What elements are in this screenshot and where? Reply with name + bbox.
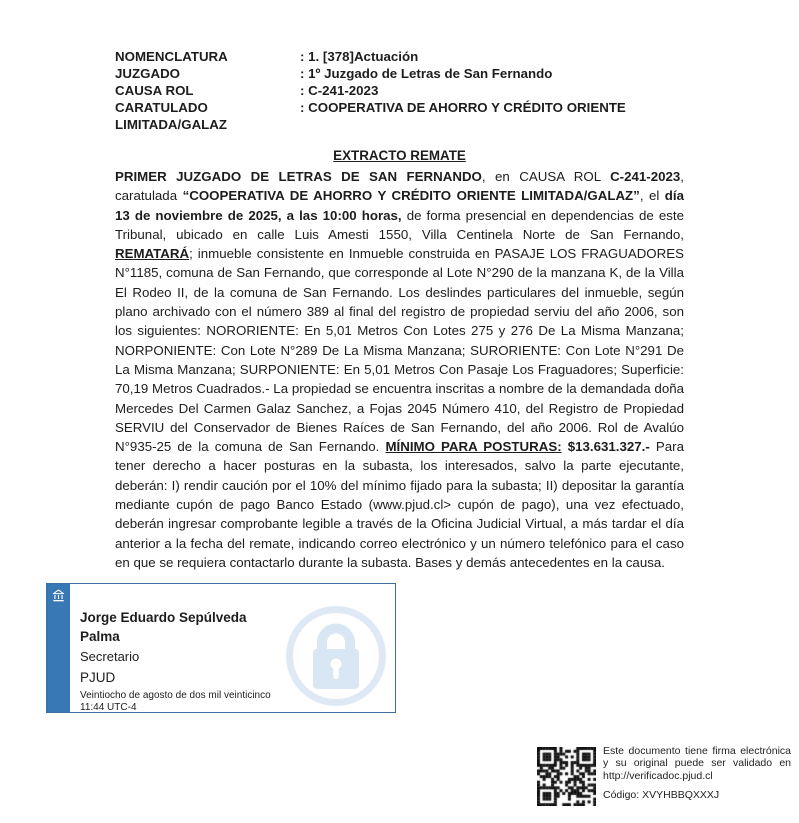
header-row-causa-rol: [115, 82, 693, 99]
verification-text: [603, 745, 791, 802]
signature-sidebar: [47, 584, 70, 712]
header-row-nomenclatura: [115, 48, 693, 65]
header-value: : 1º Juzgado de Letras de San Fernando: [300, 66, 553, 81]
header-value: : COOPERATIVA DE AHORRO Y CRÉDITO ORIENTE: [300, 100, 626, 115]
verification-line: Este documento tiene firma electrónica: [603, 745, 791, 757]
qr-code: [537, 747, 596, 806]
header-label: CAUSA ROL: [115, 83, 194, 98]
signer-organization: PJUD: [80, 670, 116, 685]
signature-date: Veintiocho de agosto de dos mil veinticinco: [80, 690, 271, 701]
verification-code: Código: XVYHBBQXXXJ: [603, 789, 720, 802]
header-value: : 1. [378]Actuación: [300, 49, 419, 64]
electronic-signature-box: [46, 583, 396, 713]
verification-line: y su original puede ser validado en: [603, 757, 791, 770]
header-label: NOMENCLATURA: [115, 49, 228, 64]
header-label: CARATULADO: [115, 100, 208, 115]
signer-name: Jorge Eduardo Sepúlveda Palma: [80, 610, 247, 644]
bank-building-icon: [51, 588, 66, 608]
signer-role: Secretario: [80, 649, 140, 664]
lock-watermark-icon: [284, 604, 388, 713]
header-label: JUZGADO: [115, 66, 181, 81]
header-row-caratulado-wrap: [115, 116, 693, 133]
case-header: [115, 48, 693, 133]
header-label: LIMITADA/GALAZ: [115, 117, 228, 132]
document-title: EXTRACTO REMATE: [333, 148, 466, 163]
signer-details: [80, 608, 280, 713]
header-value: [300, 116, 693, 133]
header-row-caratulado: [115, 99, 693, 116]
auction-extract-paragraph: PRIMER JUZGADO DE LETRAS DE SAN FERNANDO, en CAUSA ROL C-241-2023, caratulada “COOPERATIVA DE AHORRO Y CRÉDITO ORIENTE LIMITADA/GALAZ”, el día 13 de noviembre de 2025, a las 10:00 horas, de forma presencial en dependencias de este Tribunal, ubicado en calle Luis Amesti 1550, Villa Centinela Norte de San Fernando, REMATARÁ; inmueble consistente en Inmueble construida en PASAJE LOS FRAGUADORES N°1185, comuna de San Fernando, que corresponde al Lote N°290 de la manzana K, de la Villa El Rodeo II, de la comuna de San Fernando. Los deslindes particulares del inmueble, según plano archivado con el número 389 al final del registro de propiedad serviu del año 2006, son los siguientes: NORORIENTE: En 5,01 Metros Con Lotes 275 y 276 De La Misma Manzana; NORPONIENTE: Con Lote N°289 De La Misma Manzana; SURORIENTE: Con Lote N°291 De La Misma Manzana; SURPONIENTE: En 5,01 Metros Con Pasaje Los Fraguadores; Superficie: 70,19 Metros Cuadrados.- La propiedad se encuentra inscritas a nombre de la demandada doña Mercedes Del Carmen Galaz Sanchez, a Fojas 2045 Número 410, del Registro de Propiedad SERVIU del Conservador de Bienes Raíces de San Fernando, del año 2006. Rol de Avalúo N°935-25 de la comuna de San Fernando. MÍNIMO PARA POSTURAS: $13.631.327.- Para tener derecho a hacer posturas en la subasta, los interesados, salvo la parte ejecutante, deberán: I) rendir caución por el 10% del mínimo fijado para la subasta; II) depositar la garantía mediante cupón de pago Banco Estado (www.pjud.cl> cupón de pago), una vez efectuado, deberán ingresar comprobante legible a través de la Oficina Judicial Virtual, a más tardar el día anterior a la fecha del remate, indicando correo electrónico y un número telefónico para el caso en que se requiera contactarlo durante la subasta. Bases y demás antecedentes en la causa.: [115, 169, 684, 570]
signature-time: 11:44 UTC-4: [80, 701, 137, 713]
header-row-juzgado: [115, 65, 693, 82]
header-value: : C-241-2023: [300, 83, 379, 98]
verification-url: http://verificadoc.pjud.cl: [603, 769, 713, 782]
